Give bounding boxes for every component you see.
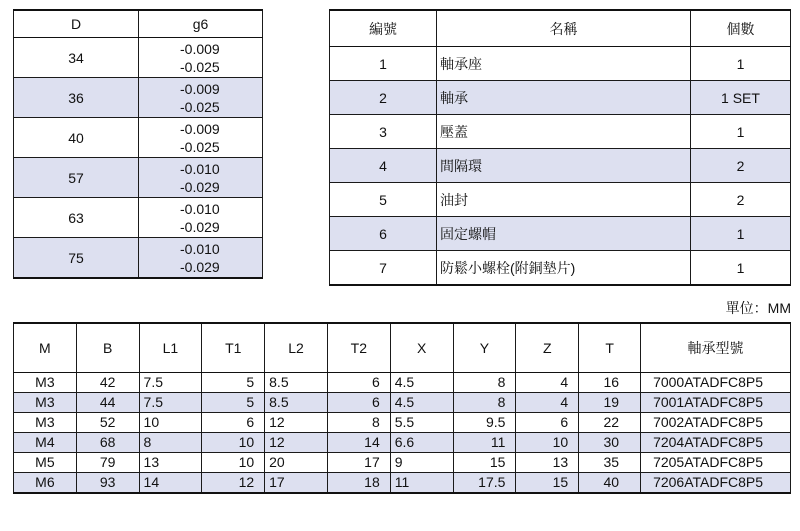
part-quantity-cell: 1 bbox=[691, 47, 791, 81]
dimension-header-cell: L1 bbox=[139, 323, 202, 373]
dimension-header-cell: 軸承型號 bbox=[641, 323, 791, 373]
tolerance-cell bbox=[139, 158, 263, 198]
dimension-cell: 9 bbox=[390, 453, 453, 473]
part-name-cell: 油封 bbox=[437, 183, 691, 217]
dimension-cell: 52 bbox=[76, 413, 139, 433]
header-number: 編號 bbox=[330, 10, 437, 47]
dimension-cell: 35 bbox=[579, 453, 641, 473]
upper-deviation: -0.009 bbox=[180, 40, 220, 57]
header-name: 名稱 bbox=[437, 10, 691, 47]
tolerance-row bbox=[14, 238, 263, 279]
part-number-cell: 5 bbox=[330, 183, 437, 217]
lower-deviation: -0.025 bbox=[180, 138, 220, 155]
dimension-cell: 5 bbox=[202, 393, 265, 413]
dimension-header-cell: T bbox=[579, 323, 641, 373]
diameter-cell: 40 bbox=[14, 118, 139, 158]
dimension-cell: 4.5 bbox=[390, 373, 453, 393]
dimension-cell: 7204ATADFC8P5 bbox=[641, 433, 791, 453]
dimension-cell: 40 bbox=[579, 473, 641, 494]
diameter-cell: 63 bbox=[14, 198, 139, 238]
parts-row bbox=[330, 81, 791, 115]
parts-row bbox=[330, 149, 791, 183]
dimension-cell: M3 bbox=[14, 413, 77, 433]
dimension-cell: 30 bbox=[579, 433, 641, 453]
parts-row bbox=[330, 47, 791, 81]
parts-header-row bbox=[330, 10, 791, 47]
part-quantity-cell: 1 SET bbox=[691, 81, 791, 115]
dimension-cell: M3 bbox=[14, 393, 77, 413]
dimension-cell: 10 bbox=[139, 413, 202, 433]
tolerance-cell bbox=[139, 238, 263, 279]
dimension-cell: 7205ATADFC8P5 bbox=[641, 453, 791, 473]
dimension-cell: 12 bbox=[265, 433, 328, 453]
dimension-cell: 8 bbox=[453, 373, 516, 393]
dimension-cell: M4 bbox=[14, 433, 77, 453]
dimension-cell: 11 bbox=[453, 433, 516, 453]
dimension-cell: 22 bbox=[579, 413, 641, 433]
dimension-row bbox=[14, 433, 791, 453]
dimension-cell: 8 bbox=[139, 433, 202, 453]
dimension-cell: 13 bbox=[516, 453, 579, 473]
dimension-cell: M3 bbox=[14, 373, 77, 393]
lower-deviation: -0.025 bbox=[180, 58, 220, 75]
dimension-cell: 15 bbox=[516, 473, 579, 494]
part-name-cell: 防鬆小螺栓(附銅墊片) bbox=[437, 251, 691, 286]
lower-deviation: -0.029 bbox=[180, 258, 220, 275]
dimension-cell: 6 bbox=[327, 373, 390, 393]
dimension-header-cell: T1 bbox=[202, 323, 265, 373]
tolerance-row bbox=[14, 158, 263, 198]
upper-deviation: -0.010 bbox=[180, 160, 220, 177]
dimension-header-cell: Z bbox=[516, 323, 579, 373]
dimension-cell: 6 bbox=[516, 413, 579, 433]
dimension-cell: 20 bbox=[265, 453, 328, 473]
dimension-cell: 12 bbox=[265, 413, 328, 433]
parts-row bbox=[330, 217, 791, 251]
dimension-cell: 42 bbox=[76, 373, 139, 393]
dimension-row bbox=[14, 453, 791, 473]
parts-row bbox=[330, 251, 791, 286]
dimension-cell: 16 bbox=[579, 373, 641, 393]
dimension-cell: 6 bbox=[327, 393, 390, 413]
dimension-cell: 8.5 bbox=[265, 373, 328, 393]
part-number-cell: 2 bbox=[330, 81, 437, 115]
part-name-cell: 間隔環 bbox=[437, 149, 691, 183]
dimension-cell: 7.5 bbox=[139, 373, 202, 393]
parts-row bbox=[330, 183, 791, 217]
dimension-cell: 11 bbox=[390, 473, 453, 494]
part-number-cell: 7 bbox=[330, 251, 437, 286]
tolerance-cell bbox=[139, 198, 263, 238]
dimension-cell: M6 bbox=[14, 473, 77, 494]
tolerance-cell bbox=[139, 118, 263, 158]
part-name-cell: 固定螺帽 bbox=[437, 217, 691, 251]
part-name-cell: 軸承 bbox=[437, 81, 691, 115]
upper-deviation: -0.009 bbox=[180, 80, 220, 97]
part-number-cell: 3 bbox=[330, 115, 437, 149]
dimension-cell: 4.5 bbox=[390, 393, 453, 413]
upper-deviation: -0.009 bbox=[180, 120, 220, 137]
dimension-row bbox=[14, 473, 791, 494]
part-name-cell: 軸承座 bbox=[437, 47, 691, 81]
dimension-header-cell: T2 bbox=[327, 323, 390, 373]
unit-label: 單位：MM bbox=[725, 300, 791, 316]
dimension-cell: 8 bbox=[453, 393, 516, 413]
header-d: D bbox=[14, 10, 139, 38]
upper-deviation: -0.010 bbox=[180, 200, 220, 217]
diameter-cell: 34 bbox=[14, 38, 139, 78]
tolerance-cell bbox=[139, 38, 263, 78]
part-number-cell: 6 bbox=[330, 217, 437, 251]
dimension-header-cell: B bbox=[76, 323, 139, 373]
dimension-cell: 12 bbox=[202, 473, 265, 494]
dimension-cell: 4 bbox=[516, 373, 579, 393]
dimension-cell: 6 bbox=[202, 413, 265, 433]
diameter-cell: 36 bbox=[14, 78, 139, 118]
diameter-cell: 57 bbox=[14, 158, 139, 198]
dimension-cell: 8 bbox=[327, 413, 390, 433]
dimension-cell: 10 bbox=[202, 453, 265, 473]
part-quantity-cell: 2 bbox=[691, 183, 791, 217]
dimension-cell: 7000ATADFC8P5 bbox=[641, 373, 791, 393]
lower-deviation: -0.029 bbox=[180, 178, 220, 195]
tolerance-header-row bbox=[14, 10, 263, 38]
dimension-cell: 79 bbox=[76, 453, 139, 473]
dimension-cell: 19 bbox=[579, 393, 641, 413]
upper-deviation: -0.010 bbox=[180, 240, 220, 257]
dimension-cell: 9.5 bbox=[453, 413, 516, 433]
lower-deviation: -0.029 bbox=[180, 218, 220, 235]
dimension-cell: 93 bbox=[76, 473, 139, 494]
diameter-cell: 75 bbox=[14, 238, 139, 279]
dimension-cell: 6.6 bbox=[390, 433, 453, 453]
dimension-cell: 68 bbox=[76, 433, 139, 453]
dimension-header-cell: X bbox=[390, 323, 453, 373]
tolerance-row bbox=[14, 78, 263, 118]
dimension-cell: 8.5 bbox=[265, 393, 328, 413]
part-number-cell: 1 bbox=[330, 47, 437, 81]
dimension-cell: 7001ATADFC8P5 bbox=[641, 393, 791, 413]
dimension-cell: 10 bbox=[516, 433, 579, 453]
dimension-cell: M5 bbox=[14, 453, 77, 473]
dimension-cell: 18 bbox=[327, 473, 390, 494]
dimension-cell: 15 bbox=[453, 453, 516, 473]
header-g6: g6 bbox=[139, 10, 263, 38]
parts-row bbox=[330, 115, 791, 149]
tolerance-table bbox=[13, 9, 263, 279]
part-quantity-cell: 1 bbox=[691, 251, 791, 286]
dimension-cell: 7.5 bbox=[139, 393, 202, 413]
header-quantity: 個數 bbox=[691, 10, 791, 47]
dimension-cell: 44 bbox=[76, 393, 139, 413]
dimension-header-cell: L2 bbox=[265, 323, 328, 373]
tolerance-cell bbox=[139, 78, 263, 118]
part-quantity-cell: 1 bbox=[691, 217, 791, 251]
dimension-row bbox=[14, 393, 791, 413]
tolerance-row bbox=[14, 118, 263, 158]
part-quantity-cell: 1 bbox=[691, 115, 791, 149]
dimension-cell: 5 bbox=[202, 373, 265, 393]
dimension-cell: 17.5 bbox=[453, 473, 516, 494]
dimension-cell: 14 bbox=[327, 433, 390, 453]
dimension-cell: 13 bbox=[139, 453, 202, 473]
tolerance-row bbox=[14, 198, 263, 238]
dimension-header-row bbox=[14, 323, 791, 373]
dimension-cell: 17 bbox=[265, 473, 328, 494]
dimension-table bbox=[13, 322, 791, 494]
dimension-cell: 10 bbox=[202, 433, 265, 453]
dimension-header-cell: M bbox=[14, 323, 77, 373]
dimension-cell: 14 bbox=[139, 473, 202, 494]
part-quantity-cell: 2 bbox=[691, 149, 791, 183]
dimension-row bbox=[14, 373, 791, 393]
dimension-row bbox=[14, 413, 791, 433]
parts-table bbox=[329, 9, 791, 286]
part-number-cell: 4 bbox=[330, 149, 437, 183]
dimension-cell: 17 bbox=[327, 453, 390, 473]
dimension-cell: 7002ATADFC8P5 bbox=[641, 413, 791, 433]
tolerance-row bbox=[14, 38, 263, 78]
lower-deviation: -0.025 bbox=[180, 98, 220, 115]
dimension-cell: 5.5 bbox=[390, 413, 453, 433]
dimension-header-cell: Y bbox=[453, 323, 516, 373]
dimension-cell: 7206ATADFC8P5 bbox=[641, 473, 791, 494]
part-name-cell: 壓蓋 bbox=[437, 115, 691, 149]
dimension-cell: 4 bbox=[516, 393, 579, 413]
